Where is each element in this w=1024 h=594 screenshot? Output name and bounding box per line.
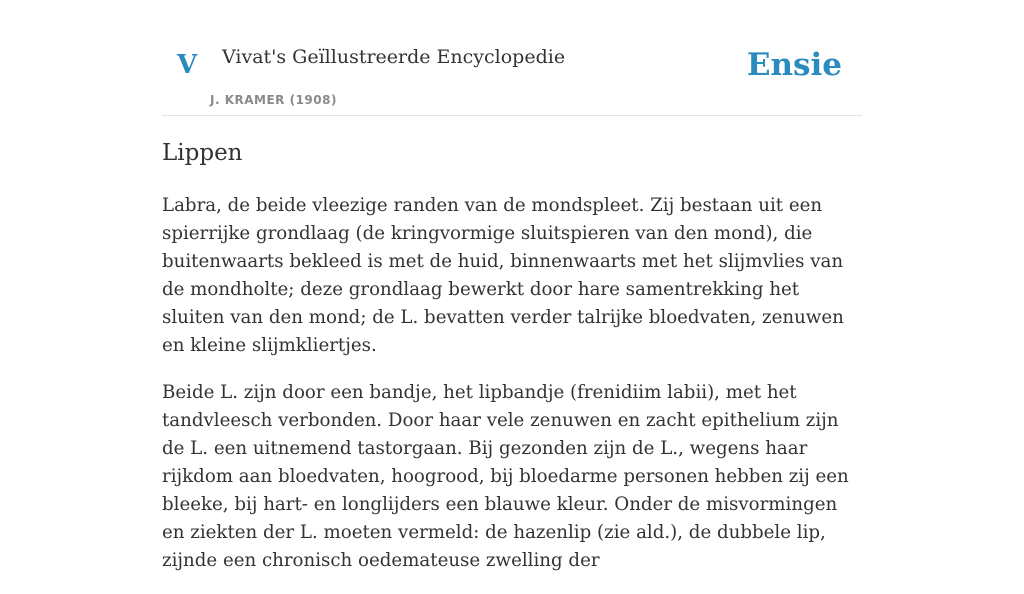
entry-title: Lippen: [162, 140, 243, 166]
encyclopedia-title-link[interactable]: Vivat's Geïllustreerde Encyclopedie: [222, 46, 566, 68]
encyclopedia-logo-icon[interactable]: V: [177, 50, 198, 80]
encyclopedia-author: J. KRAMER (1908): [210, 93, 337, 107]
ensie-logo-link[interactable]: Ensie: [746, 47, 842, 83]
entry-paragraph: Beide L. zijn door een bandje, het lipbandje (frenidiim labii), met het tandvleesch verbonden. Door haar vele zenuwen en zacht epithelium zijn de L. een uitnemend tastorgaan. Bij gezonden zijn de L., wegens haar rijkdom aan bloedvaten, hoogrood, bij bloedarme personen hebben zij een bleeke, bij hart- en longlijders een blauwe kleur. Onder de misvormingen en ziekten der L. moeten vermeld: de hazenlip (zie ald.), de dubbele lip, zijnde een chronisch oedemateuse zwelling der: [162, 382, 849, 571]
header: [162, 0, 862, 116]
entry-body: [162, 192, 862, 594]
page: [162, 0, 862, 571]
entry-paragraph: Labra, de beide vleezige randen van de mondspleet. Zij bestaan uit een spierrijke grondlaag (de kringvormige sluitspieren van den mond), die buitenwaarts bekleed is met de huid, binnenwaarts met het slijmvlies van de mondholte; deze grondlaag bewerkt door hare samentrekking het sluiten van den mond; de L. bevatten verder talrijke bloedvaten, zenuwen en kleine slijmkliertjes.: [162, 195, 844, 356]
